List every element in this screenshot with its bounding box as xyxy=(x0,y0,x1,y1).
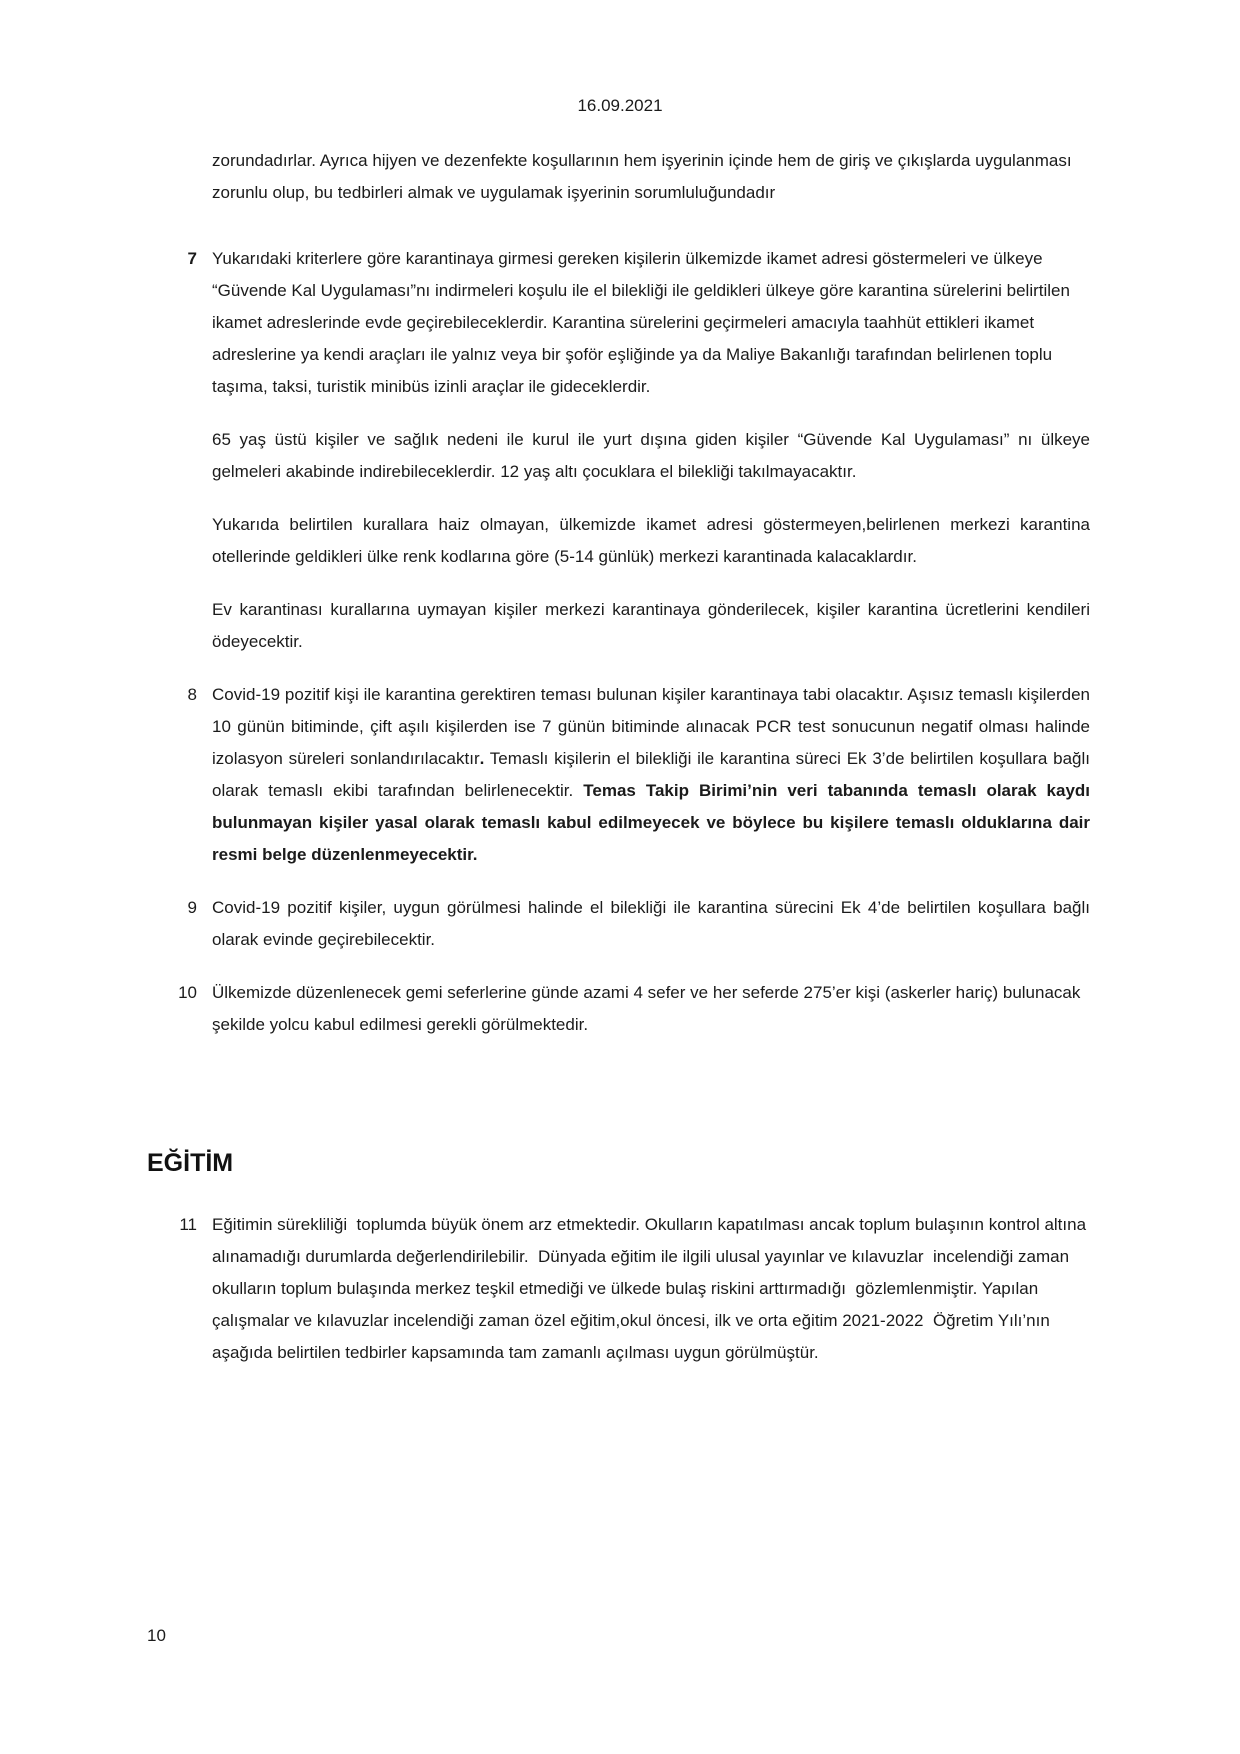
item-8-text-regular-1: Covid-19 pozitif kişi ile karantina gerektiren teması bulunan kişiler karantinaya tabi olacaktır. Aşısız temaslı kişilerden 10 günün bitiminde, çift aşılı kişilerden ise 7 günün bitiminde alınacak PCR test sonucunun negatif olması halinde izolasyon süreleri sonlandırılacaktır xyxy=(212,685,1090,768)
item-7-text-home-quarantine: Ev karantinası kurallarına uymayan kişiler merkezi karantinaya gönderilecek, kişiler karantina ücretlerini kendileri ödeyecektir. xyxy=(212,600,1090,651)
item-9-body xyxy=(212,892,1090,956)
item-11-body xyxy=(212,1209,1090,1369)
item-11-number: 11 xyxy=(179,1215,197,1234)
item-7-body xyxy=(212,243,1090,658)
item-8-text-bold: Temas Takip Birimi’nin veri tabanında temaslı olarak kaydı bulunmayan kişiler yasal olarak temaslı kabul edilmeyecek ve böylece bu kişilere temaslı olduklarına dair resmi belge düzenlenmeyecektir. xyxy=(212,781,1091,864)
item-7-text-central-quarantine: Yukarıda belirtilen kurallara haiz olmayan, ülkemizde ikamet adresi göstermeyen,belirlenen merkezi karantina otellerinde geldikleri ülke renk kodlarına göre (5-14 günlük) merkezi karantinada kalacaklardır. xyxy=(212,515,1090,566)
item-10-text: Ülkemizde düzenlenecek gemi seferlerine günde azami 4 sefer ve her seferde 275’er kişi (askerler hariç) bulunacak şekilde yolcu kabul edilmesi gerekli görülmektedir. xyxy=(212,983,1086,1034)
item-8-text xyxy=(212,679,1090,871)
document-date: 16.09.2021 xyxy=(577,96,663,115)
item-8-text-regular-2: Temaslı kişilerin el bilekliği ile karantina süreci Ek 3’de belirtilen koşullara bağlı olarak temaslı ekibi tarafından belirlenecektir. xyxy=(212,749,1090,800)
list-item-11 xyxy=(179,1209,1091,1369)
item-7-number: 7 xyxy=(187,249,197,268)
page-number: 10 xyxy=(147,1626,166,1645)
item-8-body xyxy=(212,679,1090,871)
item-10-body xyxy=(212,977,1090,1041)
list-item-7 xyxy=(187,243,1090,658)
list-item-8 xyxy=(187,679,1091,871)
document-body-top xyxy=(178,145,1091,1041)
item-10-number: 10 xyxy=(178,983,197,1002)
item-7-text-main: Yukarıdaki kriterlere göre karantinaya girmesi gereken kişilerin ülkemizde ikamet adresi göstermeleri ve ülkeye “Güvende Kal Uygulaması”nı indirmeleri koşulu ile el bilekliği ile geldikleri ülkeye göre karantina sürelerini belirtilen ikamet adreslerinde evde geçirebileceklerdir. Karantina sürelerini geçirmeleri amacıyla taahhüt ettikleri ikamet adreslerine ya kendi araçları ile yalnız veya bir şoför eşliğinde ya da Maliye Bakanlığı tarafından belirlenen toplu taşıma, taksi, turistik minibüs izinli araçlar ile gideceklerdir. xyxy=(212,249,1075,396)
item-7-text-age65: 65 yaş üstü kişiler ve sağlık nedeni ile kurul ile yurt dışına giden kişiler “Güvende Kal Uygulaması” nı ülkeye gelmeleri akabinde indirebileceklerdir. 12 yaş altı çocuklara el bilekliği takılmayacaktır. xyxy=(212,430,1090,481)
item-9-text: Covid-19 pozitif kişiler, uygun görülmesi halinde el bilekliği ile karantina sürecini Ek 4’de belirtilen koşullara bağlı olarak evinde geçirebilecektir. xyxy=(212,898,1090,949)
item-11-text: Eğitimin sürekliliği toplumda büyük önem arz etmektedir. Okulların kapatılması ancak toplum bulaşının kontrol altına alınamadığı durumlarda değerlendirilebilir. Dünyada eğitim ile ilgili ulusal yayınlar ve kılavuzlar incelendiği zaman okulların toplum bulaşında merkez teşkil etmediği ve ülkede bulaş riskini arttırmadığı gözlemlenmiştir. Yapılan çalışmalar ve kılavuzlar incelendiği zaman özel eğitim,okul öncesi, ilk ve orta eğitim 2021-2022 Öğretim Yılı’nın aşağıda belirtilen tedbirler kapsamında tam zamanlı açılması uygun görülmüştür. xyxy=(212,1215,1091,1362)
paragraph-intro: zorundadırlar. Ayrıca hijyen ve dezenfekte koşullarının hem işyerinin içinde hem de giriş ve çıkışlarda uygulanması zorunlu olup, bu tedbirleri almak ve uygulamak işyerinin sorumluluğundadır xyxy=(212,151,1077,202)
item-8-bold-period: . xyxy=(479,749,485,768)
section-heading-egitim: EĞİTİM xyxy=(147,1149,234,1177)
list-item-10 xyxy=(178,977,1090,1041)
list-item-9 xyxy=(187,892,1090,956)
item-9-number: 9 xyxy=(187,898,197,917)
document-body-education xyxy=(179,1209,1091,1369)
item-8-number: 8 xyxy=(187,685,197,704)
